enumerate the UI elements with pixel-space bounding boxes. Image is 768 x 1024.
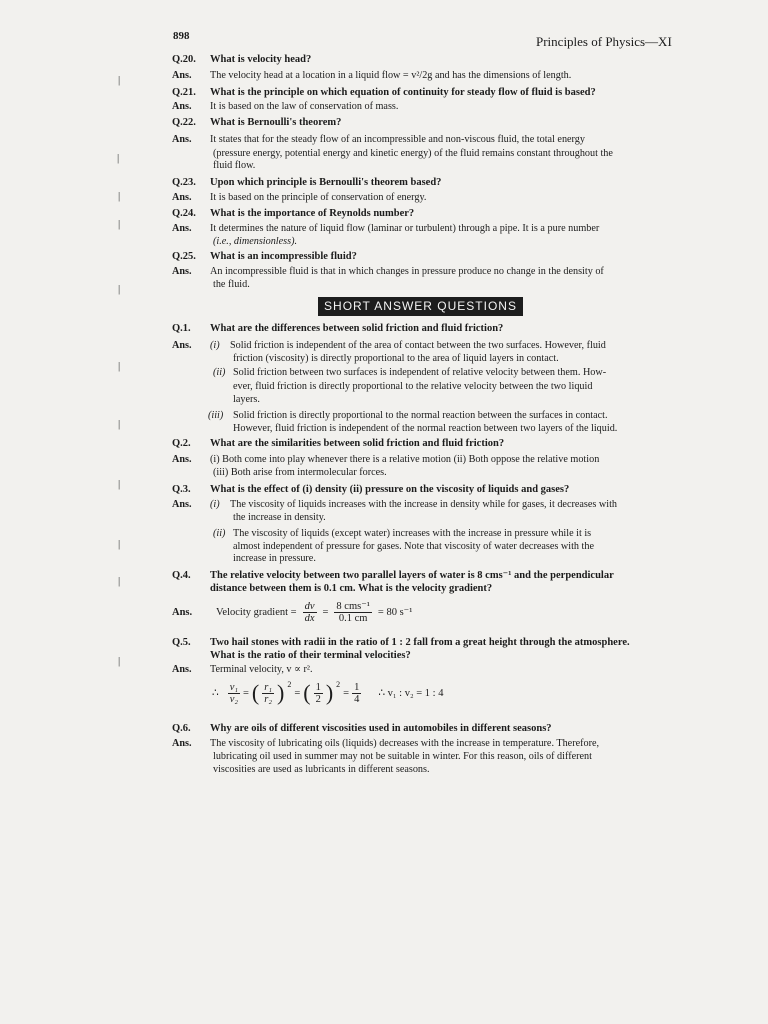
question-22: Q.22. What is Bernoulli's theorem? xyxy=(172,117,342,128)
answer-24-line: (i.e., dimensionless). xyxy=(213,236,298,247)
answer-23: Ans. It is based on the principle of conservation of energy. xyxy=(172,192,427,203)
margin-mark: | xyxy=(118,478,121,490)
saq-answer-1-i: Ans. (i) Solid friction is independent of the area of contact between the two surfaces. However, fluid xyxy=(172,340,606,351)
saq-answer-1-iii-line: However, fluid friction is independent of the normal reaction between two layers of the liquid. xyxy=(233,423,618,434)
margin-mark: | xyxy=(118,74,121,86)
answer-24: Ans. It determines the nature of liquid flow (laminar or turbulent) through a pipe. It is a pure number xyxy=(172,223,600,234)
saq-answer-6-line: viscosities are used as lubricants in different seasons. xyxy=(213,764,430,775)
margin-mark: | xyxy=(118,538,121,550)
saq-answer-5-formula: ∴ $\frac{\text{v₁}}{\text{v₂}}$ = ( $\frac{\text{r₁}}{\text{r₂}}$ ) $^2$ = ( $\frac{1}{2}$ ) $^2$ = $\frac{1}{4}$ ∴ v₁ : v₂ = 1 : 4 xyxy=(212,680,444,705)
margin-mark: | xyxy=(118,283,121,295)
saq-question-2: Q.2. What are the similarities between solid friction and fluid friction? xyxy=(172,438,505,449)
margin-mark: | xyxy=(118,190,121,202)
saq-answer-3-i-line: the increase in density. xyxy=(233,512,326,523)
saq-question-6: Q.6. Why are oils of different viscosities used in automobiles in different seasons? xyxy=(172,723,552,734)
margin-mark: | xyxy=(118,575,121,587)
margin-mark: | xyxy=(118,360,121,372)
answer-21: Ans. It is based on the law of conservation of mass. xyxy=(172,101,399,112)
answer-22-line: (pressure energy, potential energy and kinetic energy) of the fluid remains constant throughout the xyxy=(213,148,613,159)
saq-answer-1-i-line: friction (viscosity) is directly proportional to the area of liquid layers in contact. xyxy=(233,353,559,364)
section-banner: SHORT ANSWER QUESTIONS xyxy=(318,297,523,316)
saq-answer-3-ii: (ii) The viscosity of liquids (except water) increases with the increase in pressure while it is xyxy=(213,528,592,539)
saq-question-4-line: distance between them is 0.1 cm. What is the velocity gradient? xyxy=(210,583,493,594)
saq-question-4: Q.4. The relative velocity between two parallel layers of water is 8 cms⁻¹ and the perpendicular xyxy=(172,570,614,581)
saq-answer-3-ii-line: almost independent of pressure for gases. Note that viscosity of water decreases with the xyxy=(233,541,594,552)
saq-answer-1-ii: (ii) Solid friction between two surfaces is independent of relative velocity between them. How- xyxy=(213,367,607,378)
saq-question-5: Q.5. Two hail stones with radii in the ratio of 1 : 2 fall from a great height through the atmosphere. xyxy=(172,637,630,648)
question-23: Q.23. Upon which principle is Bernoulli's theorem based? xyxy=(172,177,442,188)
saq-answer-1-ii-line: ever, fluid friction is directly proportional to the relative velocity between the two liquid xyxy=(233,381,593,392)
page-number: 898 xyxy=(173,30,190,42)
answer-25: Ans. An incompressible fluid is that in which changes in pressure produce no change in the density of xyxy=(172,266,604,277)
answer-25-line: the fluid. xyxy=(213,279,250,290)
saq-answer-1-iii: (iii) Solid friction is directly proportional to the normal reaction between the surfaces in contact. xyxy=(208,410,608,421)
saq-answer-4-formula: Ans. Velocity gradient = $\frac{dv}{dx}$ = $\frac{\text{8 cms⁻¹}}{0.1 cm}$ = 80 s⁻¹ xyxy=(172,600,413,624)
question-20: Q.20. What is velocity head? xyxy=(172,54,312,65)
question-21: Q.21. What is the principle on which equation of continuity for steady flow of fluid is based? xyxy=(172,87,596,98)
margin-mark: | xyxy=(118,655,121,667)
margin-mark: | xyxy=(118,218,121,230)
margin-mark: | xyxy=(117,152,120,164)
saq-answer-6-line: lubricating oil used in summer may not be suitable in winter. For this reason, oils of different xyxy=(213,751,592,762)
saq-question-5-line: What is the ratio of their terminal velocities? xyxy=(210,650,411,661)
margin-mark: | xyxy=(118,418,121,430)
saq-answer-2-line: (iii) Both arise from intermolecular forces. xyxy=(213,467,387,478)
answer-20: Ans. The velocity head at a location in a liquid flow = v²/2g and has the dimensions of length. xyxy=(172,70,572,81)
saq-answer-2: Ans. (i) Both come into play whenever there is a relative motion (ii) Both oppose the relative motion xyxy=(172,454,600,465)
saq-answer-6: Ans. The viscosity of lubricating oils (liquids) decreases with the increase in temperature. Therefore, xyxy=(172,738,600,749)
answer-22-line: fluid flow. xyxy=(213,160,256,171)
saq-answer-5: Ans. Terminal velocity, v ∝ r². xyxy=(172,664,313,675)
answer-22: Ans. It states that for the steady flow of an incompressible and non-viscous fluid, the total energy xyxy=(172,134,585,145)
question-25: Q.25. What is an incompressible fluid? xyxy=(172,251,357,262)
question-24: Q.24. What is the importance of Reynolds number? xyxy=(172,208,415,219)
saq-question-1: Q.1. What are the differences between solid friction and fluid friction? xyxy=(172,323,504,334)
saq-answer-1-ii-line: layers. xyxy=(233,394,260,405)
saq-question-3: Q.3. What is the effect of (i) density (ii) pressure on the viscosity of liquids and gases? xyxy=(172,484,570,495)
running-head: Principles of Physics—XI xyxy=(536,34,672,49)
saq-answer-3-ii-line: increase in pressure. xyxy=(233,553,316,564)
saq-answer-3-i: Ans. (i) The viscosity of liquids increases with the increase in density while for gases, it decreases with xyxy=(172,499,618,510)
